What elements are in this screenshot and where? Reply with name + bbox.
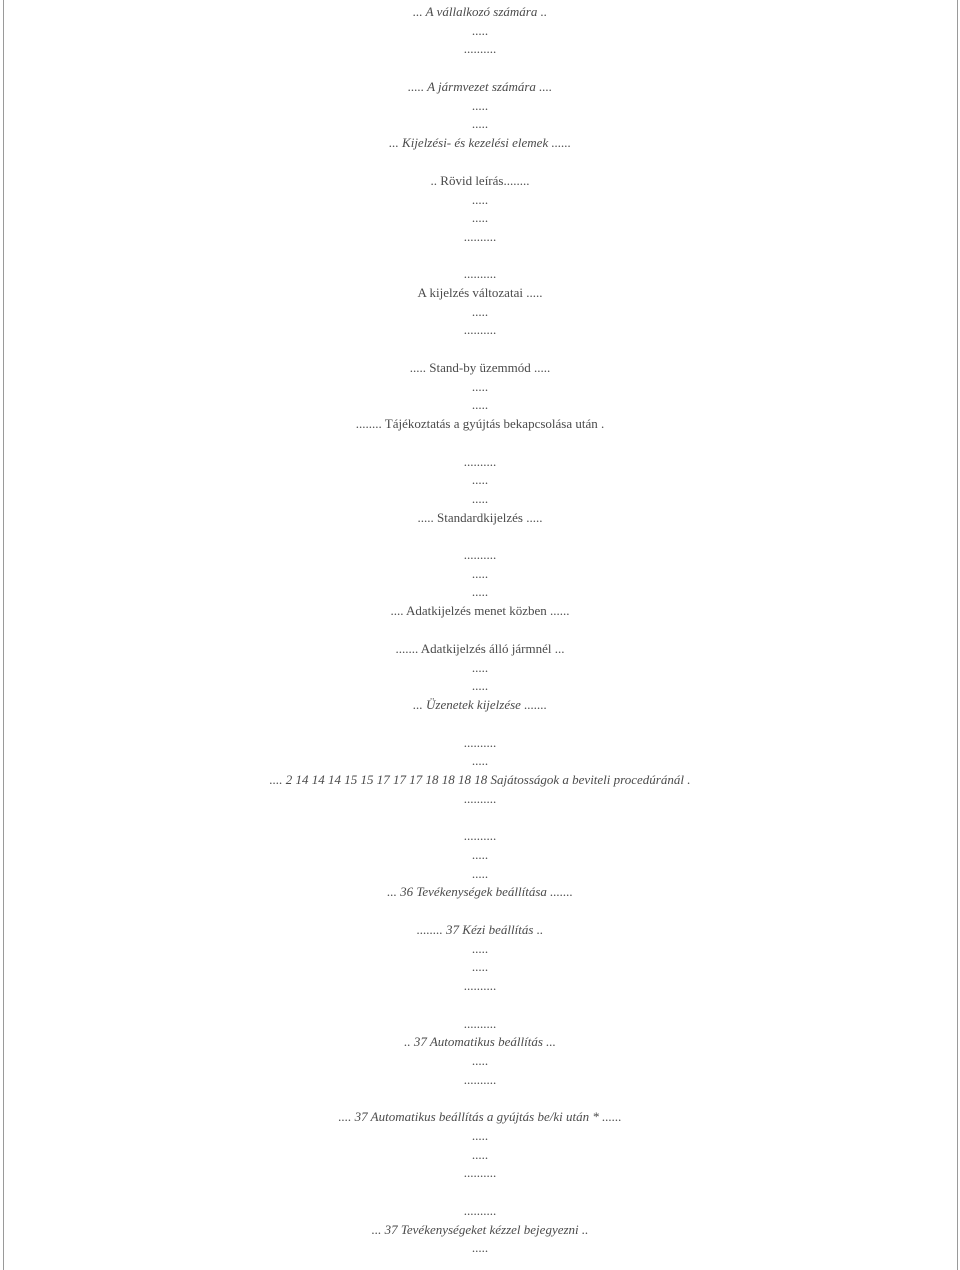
toc-line: ... Üzenetek kijelzése .......	[413, 697, 547, 712]
toc-line: ..........	[463, 828, 497, 843]
toc-line: .....	[471, 678, 489, 693]
page-right-border	[957, 0, 958, 1270]
toc-line: ... Kijelzési- és kezelési elemek ......	[389, 135, 571, 150]
toc-line: ..........	[463, 791, 497, 806]
toc-line: .....	[471, 304, 489, 319]
toc-line: .....	[471, 847, 489, 862]
toc-line: .....	[471, 1128, 489, 1143]
toc-line: .....	[471, 660, 489, 675]
toc-line: .....	[471, 116, 489, 131]
toc-line: .... 2 14 14 14 15 15 17 17 17 18 18 18 18 Sajátosságok a beviteli procedúránál .	[269, 772, 691, 787]
toc-line: ..........	[463, 978, 497, 993]
toc-line: ..........	[463, 1016, 497, 1031]
toc-line: .....	[471, 584, 489, 599]
toc-line: ..........	[463, 547, 497, 562]
toc-line: .... Adatkijelzés menet közben ......	[390, 603, 570, 618]
toc-line: ..... Stand-by üzemmód .....	[409, 360, 551, 375]
toc-line: ..... Standardkijelzés .....	[417, 510, 543, 525]
toc-line: .....	[471, 192, 489, 207]
toc-line: .....	[471, 472, 489, 487]
toc-line: .....	[471, 23, 489, 38]
toc-line: .... 37 Automatikus beállítás a gyújtás be/ki után * ......	[338, 1109, 622, 1124]
toc-line: ..........	[463, 1165, 497, 1180]
toc-line: ..........	[463, 322, 497, 337]
toc-line: ..........	[463, 1072, 497, 1087]
toc-line: .....	[471, 566, 489, 581]
toc-line: .....	[471, 753, 489, 768]
toc-line: .....	[471, 397, 489, 412]
toc-line: ..........	[463, 41, 497, 56]
toc-line: .. 37 Automatikus beállítás ...	[404, 1034, 556, 1049]
toc-line: ..........	[463, 1203, 497, 1218]
toc-line: .....	[471, 941, 489, 956]
toc-line: ........ 37 Kézi beállítás ..	[416, 922, 544, 937]
toc-line: .....	[471, 379, 489, 394]
toc-line: .....	[471, 491, 489, 506]
toc-line: ........ Tájékoztatás a gyújtás bekapcsolása után .	[355, 416, 605, 431]
toc-line: .....	[471, 1240, 489, 1255]
toc-line: ..........	[463, 735, 497, 750]
toc-line: ... 36 Tevékenységek beállítása .......	[387, 884, 573, 899]
page-left-border	[3, 0, 4, 1270]
toc-line: .....	[471, 98, 489, 113]
toc-line: ... A vállalkozó számára ..	[412, 4, 548, 19]
toc-line: A kijelzés változatai .....	[417, 285, 543, 300]
toc-line: .....	[471, 866, 489, 881]
toc-line: .....	[471, 1053, 489, 1068]
toc-line: .. Rövid leírás........	[430, 173, 530, 188]
toc-line: .....	[471, 1147, 489, 1162]
toc-line: ..... A jármvezet számára ....	[407, 79, 553, 94]
toc-line: ..........	[463, 454, 497, 469]
toc-line: ....... Adatkijelzés álló jármnél ...	[395, 641, 565, 656]
toc-line: .....	[471, 210, 489, 225]
toc-line: ... 37 Tevékenységeket kézzel bejegyezni ..	[371, 1222, 589, 1237]
toc-line: ..........	[463, 229, 497, 244]
toc-line: ..........	[463, 266, 497, 281]
toc-line: .....	[471, 959, 489, 974]
